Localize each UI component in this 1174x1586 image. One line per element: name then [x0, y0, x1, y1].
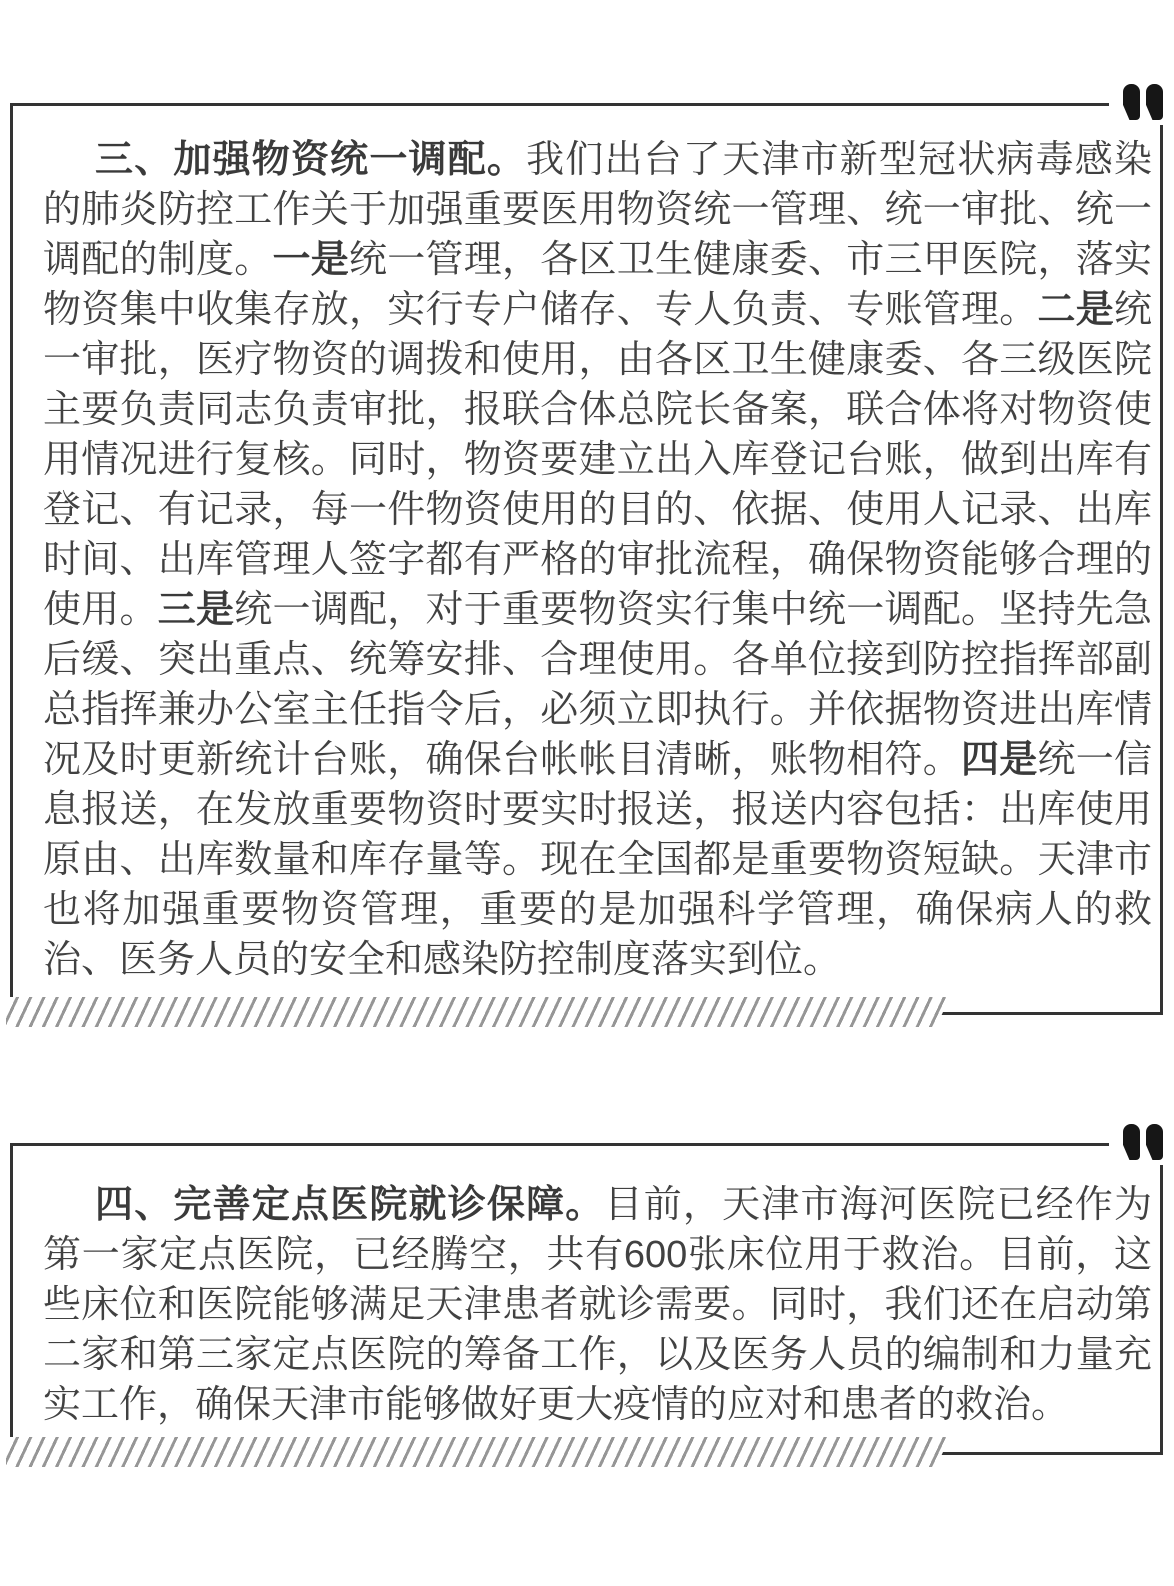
text-run: 我们出台了天津市新型冠状病毒感染的肺炎防控工作关于加强重要医用物资统一管理、统一审批、统一调配的制度。 — [43, 139, 1152, 281]
text-run: 四是 — [960, 739, 1038, 781]
card-1-content — [13, 106, 1160, 1012]
text-run: 目前，天津市海河医院已经作为第一家定点医院，已经腾空，共有600张床位用于救治。目前，这些床位和医院能够满足天津患者就诊需要。同时，我们还在启动第二家和第三家定点医院的筹备工作，以及医务人员的编制和力量充实工作，确保天津市能够做好更大疫情的应对和患者的救治。 — [43, 1184, 1152, 1426]
close-quote-icon — [1109, 1124, 1163, 1165]
quote-comma-icon — [1123, 84, 1140, 120]
paragraph-1 — [43, 135, 1152, 985]
text-run: 统一管理，各区卫生健康委、市三甲医院，落实物资集中收集存放，实行专户储存、专人负责、专账管理。 — [43, 239, 1152, 331]
paragraph-2 — [43, 1180, 1152, 1430]
text-run: 统一审批，医疗物资的调拨和使用，由各区卫生健康委、各三级医院主要负责同志负责审批，报联合体总院长备案，联合体将对物资使用情况进行复核。同时，物资要建立出入库登记台账，做到出库有登记、有记录，每一件物资使用的目的、依据、使用人记录、出库时间、出库管理人签字都有严格的审批流程，确保物资能够合理的使用。 — [43, 289, 1152, 631]
hatch-stripe — [6, 997, 950, 1027]
text-run: 统一调配，对于重要物资实行集中统一调配。坚持先急后缓、突出重点、统筹安排、合理使用。各单位接到防控指挥部副总指挥兼办公室主任指令后，必须立即执行。并依据物资进出库情况及时更新统计台账，确保台帐帐目清晰，账物相符。 — [43, 589, 1152, 781]
hatch-stripe — [6, 1437, 950, 1467]
quote-card-2 — [10, 1143, 1163, 1455]
close-quote-icon — [1109, 84, 1163, 125]
text-run: 三是 — [157, 589, 235, 631]
text-run: 一是 — [272, 239, 349, 281]
text-run: 二是 — [1037, 289, 1114, 331]
quote-comma-icon — [1123, 1124, 1140, 1160]
quote-comma-icon — [1146, 1124, 1163, 1160]
text-run: 四、完善定点医院就诊保障。 — [95, 1184, 605, 1226]
text-run: 统一信息报送，在发放重要物资时要实时报送，报送内容包括：出库使用原由、出库数量和库存量等。现在全国都是重要物资短缺。天津市也将加强重要物资管理，重要的是加强科学管理，确保病人的救治、医务人员的安全和感染防控制度落实到位。 — [43, 739, 1152, 981]
text-run: 三、加强物资统一调配。 — [95, 139, 527, 181]
quote-card-1 — [10, 103, 1163, 1015]
quote-comma-icon — [1146, 84, 1163, 120]
card-2-content — [13, 1146, 1160, 1452]
